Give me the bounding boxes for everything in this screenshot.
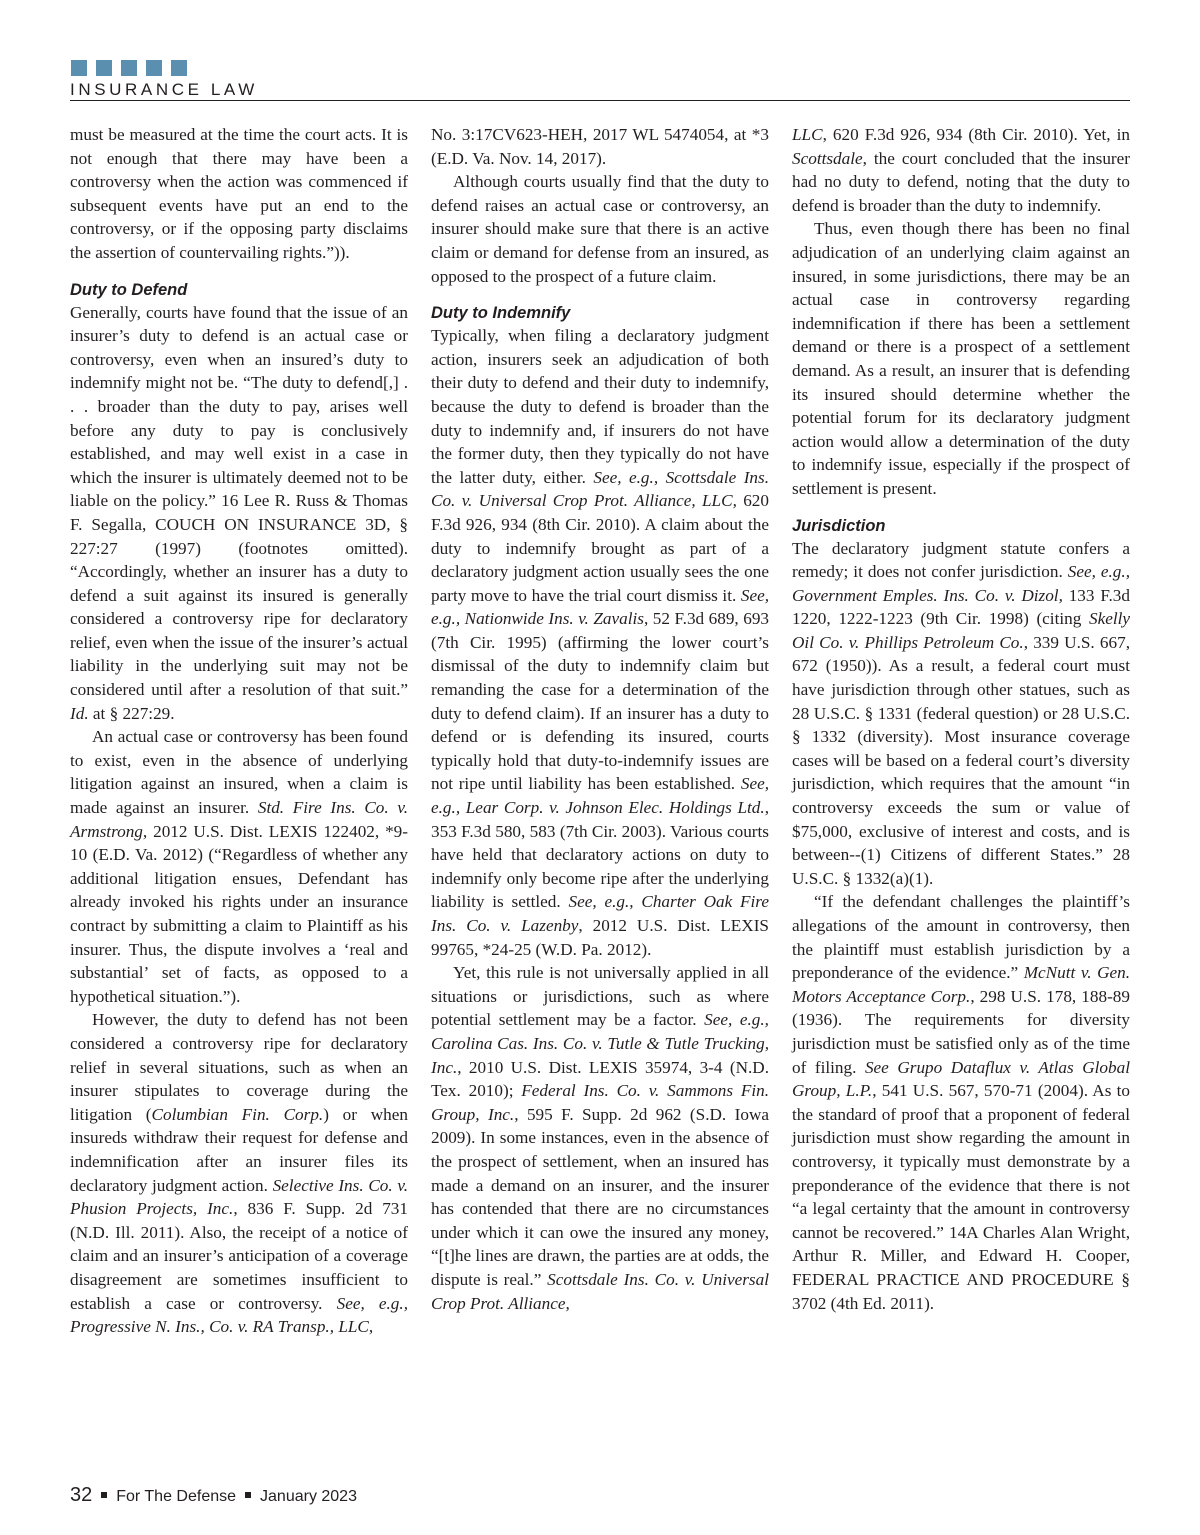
- section-heading: Duty to Indemnify: [431, 304, 571, 323]
- body-paragraph: An actual case or controversy has been found to exist, even in the absence of underlying litigation against an insured, when a claim is made against an insurer. Std. Fire Ins. Co. v. Armstrong, 2012 U.S. Dist. LEXIS 122402, *9-10 (E.D. Va. 2012) (“Regardless of whether any additional litigation ensues, Defendant has already invoked his rights under an insurance contract by submitting a claim to Plaintiff as his insurer. Thus, the dispute involves a ‘real and substantial’ set of facts, as opposed to a hypothetical situation.”).: [70, 727, 408, 1006]
- section-label: INSURANCE LAW: [70, 80, 258, 99]
- body-paragraph: No. 3:17CV623-HEH, 2017 WL 5474054, at *3 (E.D. Va. Nov. 14, 2017).: [431, 125, 769, 168]
- page-number: 32: [70, 1484, 93, 1506]
- publication-name: For The Defense: [116, 1488, 237, 1505]
- body-paragraph: Typically, when filing a declaratory judgment action, insurers seek an adjudication of both their duty to defend and their duty to indemnify, because the duty to defend is broader than the duty to indemnify and, if insurers do not have the former duty, then they typically do not have the latter duty, either. See, e.g., Scottsdale Ins. Co. v. Universal Crop Prot. Alliance, LLC, 620 F.3d 926, 934 (8th Cir. 2010). A claim about the duty to indemnify brought as part of a declaratory judgment action usually sees the one party move to have the trial court dismiss it. See, e.g., Nationwide Ins. v. Zavalis, 52 F.3d 689, 693 (7th Cir. 1995) (affirming the lower court’s dismissal of the duty to indemnify claim but remanding the case for a determination of the duty to defend claim). If an insurer has a duty to defend or is defending its insured, courts typically hold that duty-to-indemnify issues are not ripe until liability has been established. See, e.g., Lear Corp. v. Johnson Elec. Holdings Ltd., 353 F.3d 580, 583 (7th Cir. 2003). Various courts have held that declaratory actions on duty to indemnify only become ripe after the underlying liability is settled. See, e.g., Charter Oak Fire Ins. Co. v. Lazenby, 2012 U.S. Dist. LEXIS 99765, *24-25 (W.D. Pa. 2012).: [431, 326, 770, 959]
- article-column-2: [431, 123, 769, 1315]
- body-paragraph: Yet, this rule is not universally applied in all situations or jurisdictions, such as where potential settlement may be a factor. See, e.g., Carolina Cas. Ins. Co. v. Tutle & Tutle Trucking, Inc., 2010 U.S. Dist. LEXIS 35974, 3-4 (N.D. Tex. 2010); Federal Ins. Co. v. Sammons Fin. Group, Inc., 595 F. Supp. 2d 962 (S.D. Iowa 2009). In some instances, even in the absence of the prospect of settlement, when an insured has made a demand on an insurer, and the insurer has contended that there are no circumstances under which it can owe the insured any money, “[t]he lines are drawn, the parties are at odds, the dispute is real.” Scottsdale Ins. Co. v. Universal Crop Prot. Alliance,: [431, 963, 769, 1313]
- section-heading: Duty to Defend: [70, 280, 188, 299]
- bullet-separator: [101, 1492, 107, 1498]
- accent-square: [121, 60, 137, 76]
- body-paragraph: “If the defendant challenges the plaintiff’s allegations of the amount in controversy, then the plaintiff must establish jurisdiction by a preponderance of the evidence.” McNutt v. Gen. Motors Acceptance Corp., 298 U.S. 178, 188-89 (1936). The requirements for diversity jurisdiction must be satisfied only as of the time of filing. See Grupo Dataflux v. Atlas Global Group, L.P., 541 U.S. 567, 570-71 (2004). As to the standard of proof that a proponent of federal jurisdiction must show regarding the amount in controversy, it typically must demonstrate by a preponderance of the evidence that there is not “a legal certainty that the amount in controversy cannot be recovered.” 14A Charles Alan Wright, Arthur R. Miller, and Edward H. Cooper, FEDERAL PRACTICE AND PROCEDURE § 3702 (4th Ed. 2011).: [792, 892, 1130, 1313]
- accent-square: [171, 60, 187, 76]
- header-decoration: [71, 60, 187, 76]
- body-paragraph: must be measured at the time the court acts. It is not enough that there may have been a controversy when the action was commenced if subsequent events have put an end to the controversy, or if the opposing party disclaims the assertion of countervailing rights.”)).: [70, 125, 408, 262]
- body-paragraph: The declaratory judgment statute confers a remedy; it does not confer jurisdiction. See, e.g., Government Emples. Ins. Co. v. Dizol, 133 F.3d 1220, 1222-1223 (9th Cir. 1998) (citing Skelly Oil Co. v. Phillips Petroleum Co., 339 U.S. 667, 672 (1950)). As a result, a federal court must have jurisdiction through other statues, such as 28 U.S.C. § 1331 (federal question) or 28 U.S.C. § 1332 (diversity). Most insurance coverage cases will be based on a federal court’s diversity jurisdiction, which requires that the amount “in controversy exceeds the sum or value of $75,000, exclusive of interest and costs, and is between--(1) Citizens of different States.” 28 U.S.C. § 1332(a)(1).: [792, 538, 1130, 888]
- accent-square: [146, 60, 162, 76]
- body-paragraph: LLC, 620 F.3d 926, 934 (8th Cir. 2010). Yet, in Scottsdale, the court concluded that the insurer had no duty to defend, noting that the duty to defend is broader than the duty to indemnify.: [792, 125, 1130, 215]
- article-column-1: [70, 123, 408, 1339]
- body-paragraph: Although courts usually find that the duty to defend raises an actual case or controversy, an insurer should make sure that there is an active claim or demand for defense from an insured, as opposed to the prospect of a future claim.: [431, 172, 769, 286]
- accent-square: [96, 60, 112, 76]
- bullet-separator: [245, 1492, 251, 1498]
- body-paragraph: Thus, even though there has been no final adjudication of an underlying claim against an insured, in some jurisdictions, there may be an actual case in controversy regarding indemnification if there has been a settlement demand or there is a prospect of a settlement demand. As a result, an insurer that is defending its insured should determine whether the potential forum for its declaratory judgment action would allow a determination of the duty to indemnify issue, especially if the prospect of settlement is present.: [792, 219, 1130, 498]
- section-heading: Jurisdiction: [792, 516, 886, 535]
- page-footer: [70, 1484, 357, 1507]
- issue-date: January 2023: [260, 1488, 357, 1505]
- header-rule: [70, 100, 1130, 101]
- body-paragraph: However, the duty to defend has not been considered a controversy ripe for declaratory relief in several situations, such as when an insurer stipulates to coverage during the litigation (Columbian Fin. Corp.) or when insureds withdraw their request for defense and indemnification after an insurer files its declaratory judgment action. Selective Ins. Co. v. Phusion Projects, Inc., 836 F. Supp. 2d 731 (N.D. Ill. 2011). Also, the receipt of a notice of claim and an insurer’s anticipation of a coverage disagreement are sometimes insufficient to establish a case or controversy. See, e.g., Progressive N. Ins., Co. v. RA Transp., LLC,: [70, 1010, 409, 1337]
- accent-square: [71, 60, 87, 76]
- article-column-3: [792, 123, 1130, 1315]
- body-paragraph: Generally, courts have found that the issue of an insurer’s duty to defend is an actual case or controversy, even when an insured’s duty to indemnify might not be. “The duty to defend[,] . . . broader than the duty to pay, arises well before any duty to pay is conclusively established, and may well exist in a case in which the insurer is ultimately deemed not to be liable on the policy.” 16 Lee R. Russ & Thomas F. Segalla, COUCH ON INSURANCE 3D, § 227:27 (1997) (footnotes omitted). “Accordingly, whether an insurer has a duty to defend a suit against its insured is generally considered a controversy ripe for declaratory relief, even when the issue of the insurer’s actual liability in the underlying suit may not be considered until after a resolution of that suit.” Id. at § 227:29.: [70, 302, 408, 723]
